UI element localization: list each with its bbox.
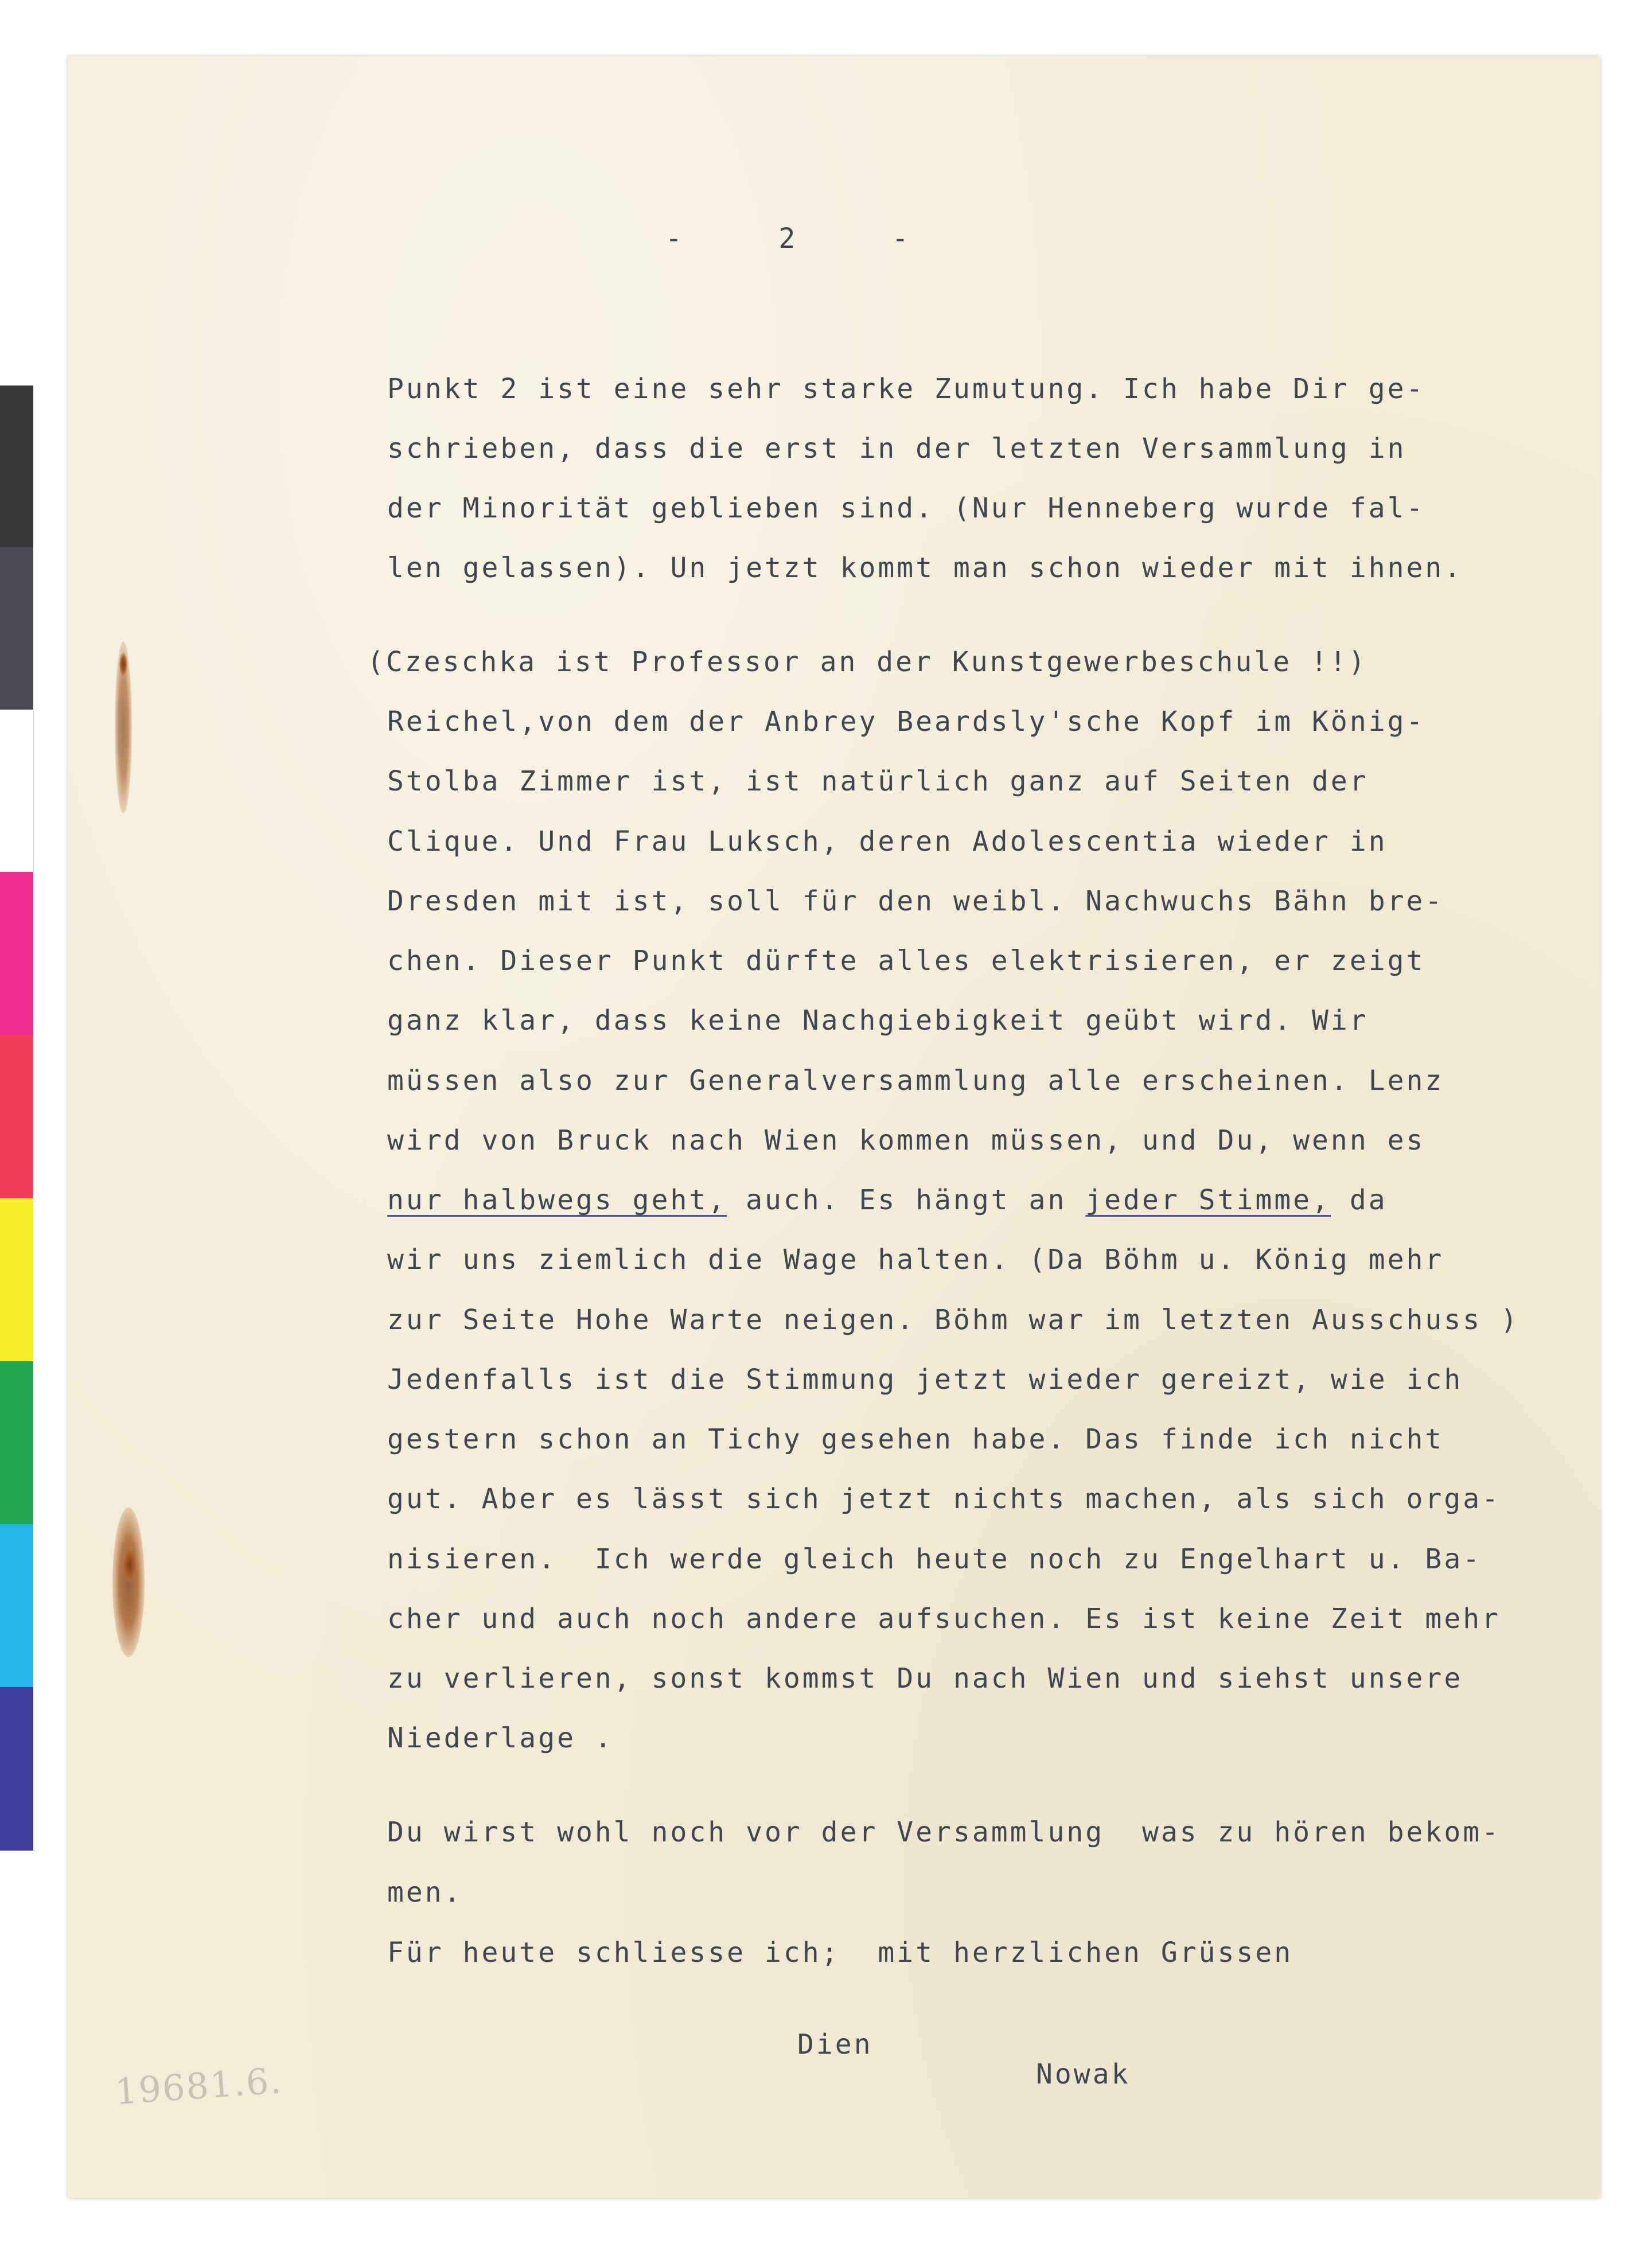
text-line: ganz klar, dass keine Nachgiebigkeit geübt wird. Wir: [387, 1004, 1369, 1037]
color-chip: [0, 1198, 33, 1361]
color-chip: [0, 872, 33, 1035]
closing-line: Für heute schliesse ich; mit herzlichen Grüssen: [387, 1937, 1293, 1969]
signature-dien: Dien: [797, 2028, 873, 2061]
text-line: Clique. Und Frau Luksch, deren Adolescentia wieder in: [387, 825, 1388, 858]
text-line: Reichel,von dem der Anbrey Beardsly'sche Kopf im König-: [387, 706, 1425, 738]
text-line: Dresden mit ist, soll für den weibl. Nachwuchs Bähn bre-: [387, 885, 1444, 917]
underlined-phrase: jeder Stimme,: [1085, 1184, 1331, 1216]
text-line: men.: [387, 1876, 463, 1909]
text-line: Niederlage .: [387, 1722, 614, 1754]
text-line: zur Seite Hohe Warte neigen. Böhm war im letzten Ausschuss ): [387, 1304, 1519, 1336]
underlined-phrase: nur halbwegs geht,: [387, 1184, 727, 1216]
color-chip: [0, 1035, 33, 1198]
color-chip: [0, 710, 34, 872]
text-line: gut. Aber es lässt sich jetzt nichts machen, als sich orga-: [387, 1483, 1501, 1515]
text-line: cher und auch noch andere aufsuchen. Es ist keine Zeit mehr: [387, 1603, 1501, 1635]
text-line: schrieben, dass die erst in der letzten Versammlung in: [387, 433, 1406, 465]
color-chip: [0, 385, 33, 547]
text-line: (Czeschka ist Professor an der Kunstgewerbeschule !!): [367, 646, 1367, 678]
archive-number: 19681.6.: [113, 2059, 284, 2113]
text-line: [387, 1186, 1388, 1214]
color-chip: [0, 1687, 33, 1851]
text-line: Punkt 2 ist eine sehr starke Zumutung. Ich habe Dir ge-: [387, 373, 1425, 405]
text-span: auch. Es hängt an: [727, 1184, 1086, 1216]
rust-stain: [123, 1548, 137, 1582]
text-line: wir uns ziemlich die Wage halten. (Da Böhm u. König mehr: [387, 1244, 1444, 1276]
color-chip: [0, 547, 33, 710]
text-line: Jedenfalls ist die Stimmung jetzt wieder gereizt, wie ich: [387, 1364, 1463, 1396]
text-line: chen. Dieser Punkt dürfte alles elektrisieren, er zeigt: [387, 945, 1425, 977]
color-calibration-strip: [0, 385, 33, 1877]
text-line: Stolba Zimmer ist, ist natürlich ganz auf Seiten der: [387, 765, 1369, 797]
color-chip: [0, 1361, 33, 1524]
text-line: der Minorität geblieben sind. (Nur Henneberg wurde fal-: [387, 492, 1425, 524]
text-line: zu verlieren, sonst kommst Du nach Wien und siehst unsere: [387, 1662, 1463, 1695]
page-number: - 2 -: [665, 223, 911, 255]
rust-stain: [112, 1508, 145, 1657]
signature-nowak: Nowak: [1036, 2058, 1131, 2090]
text-line: gestern schon an Tichy gesehen habe. Das finde ich nicht: [387, 1423, 1444, 1455]
text-line: len gelassen). Un jetzt kommt man schon wieder mit ihnen.: [387, 552, 1463, 584]
text-line: müssen also zur Generalversammlung alle erscheinen. Lenz: [387, 1065, 1444, 1097]
color-chip: [0, 1524, 33, 1687]
text-line: wird von Bruck nach Wien kommen müssen, und Du, wenn es: [387, 1124, 1425, 1156]
text-line: Du wirst wohl noch vor der Versammlung was zu hören bekom-: [387, 1816, 1501, 1848]
text-line: nisieren. Ich werde gleich heute noch zu Engelhart u. Ba-: [387, 1543, 1482, 1575]
text-span: da: [1330, 1184, 1388, 1216]
rust-stain: [119, 653, 127, 676]
